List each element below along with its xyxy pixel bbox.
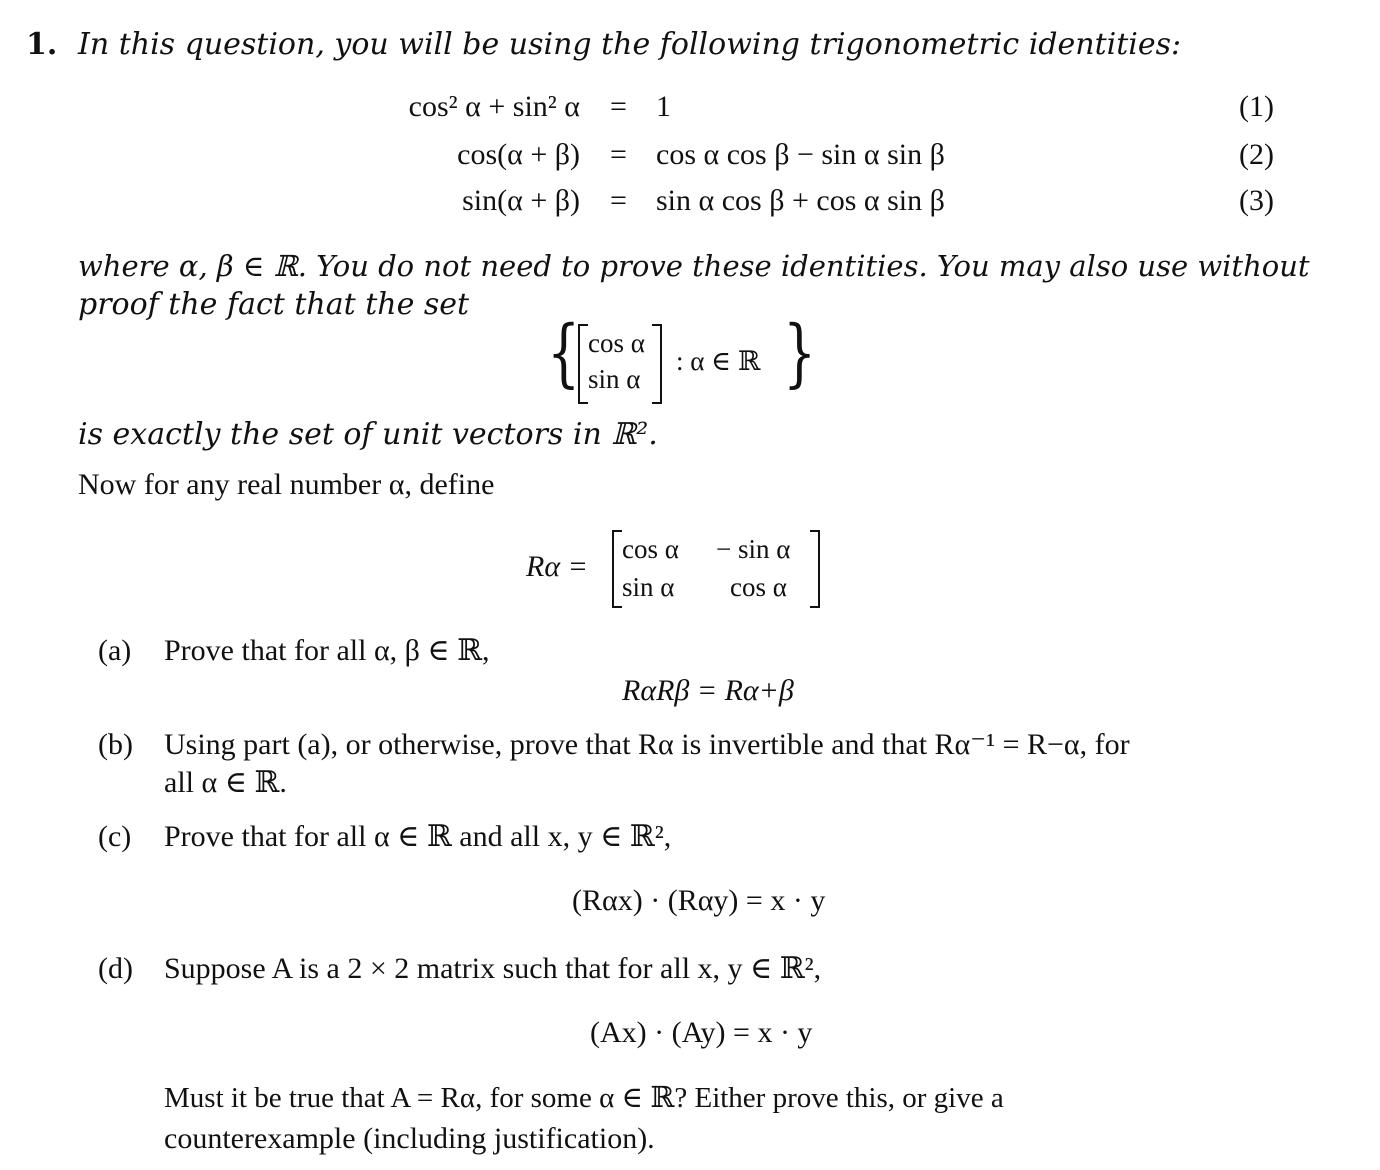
part-b-label: (b) [98, 728, 133, 761]
identity-1-tag: (1) [1239, 90, 1274, 123]
identity-3-rhs: sin α cos β + cos α sin β [656, 184, 945, 217]
identity-3-tag: (3) [1239, 184, 1274, 217]
part-d-question-line2: counterexample (including justification). [164, 1122, 655, 1155]
matrix-r1c1: cos α [622, 534, 679, 564]
set-condition: : α ∈ ℝ [676, 346, 761, 376]
where-text-line2: proof the fact that the set [78, 287, 470, 322]
right-brace: } [783, 310, 817, 396]
part-a-text: Prove that for all α, β ∈ ℝ, [164, 634, 490, 667]
set-bracket-right [652, 324, 662, 404]
part-d-label: (d) [98, 952, 133, 985]
part-d-text: Suppose A is a 2 × 2 matrix such that for all x, y ∈ ℝ², [164, 952, 822, 985]
part-c-label: (c) [98, 820, 132, 853]
where-text-line1: where α, β ∈ ℝ. You do not need to prove these identities. You may also use without [78, 249, 1310, 283]
part-d-question-line1: Must it be true that A = Rα, for some α ∈ ℝ? Either prove this, or give a [164, 1082, 1004, 1114]
question-intro: In this question, you will be using the following trigonometric identities: [78, 27, 1182, 62]
part-a-equation: RαRβ = Rα+β [622, 674, 794, 707]
identity-3-lhs: sin(α + β) [462, 184, 580, 217]
part-a-label: (a) [98, 634, 132, 667]
identity-3-eq: = [610, 184, 627, 217]
part-c-text: Prove that for all α ∈ ℝ and all x, y ∈ ℝ², [164, 820, 672, 853]
set-vector-bottom: sin α [588, 364, 641, 394]
identity-2-eq: = [610, 138, 627, 171]
set-vector-top: cos α [588, 328, 645, 358]
identity-2-tag: (2) [1239, 138, 1274, 171]
identity-2-lhs: cos(α + β) [457, 138, 580, 171]
unit-vector-text: is exactly the set of unit vectors in ℝ². [78, 417, 658, 452]
identity-1-lhs: cos² α + sin² α [408, 90, 580, 123]
matrix-bracket-right [810, 530, 820, 608]
identity-2-rhs: cos α cos β − sin α sin β [656, 138, 945, 171]
part-b-line1: Using part (a), or otherwise, prove that Rα is invertible and that Rα⁻¹ = R−α, for [164, 728, 1130, 761]
matrix-r1c2: − sin α [716, 534, 791, 564]
identity-1-eq: = [610, 90, 627, 123]
part-c-equation: (Rαx) · (Rαy) = x · y [572, 884, 826, 917]
part-d-equation: (Ax) · (Ay) = x · y [590, 1016, 813, 1049]
identity-1-rhs: 1 [656, 90, 671, 123]
matrix-r2c2: cos α [730, 572, 787, 602]
define-text: Now for any real number α, define [78, 468, 495, 501]
question-number: 1. [26, 27, 58, 62]
matrix-r2c1: sin α [622, 572, 675, 602]
part-b-line2: all α ∈ ℝ. [164, 766, 287, 799]
set-bracket-left [578, 324, 588, 404]
matrix-lhs: Rα = [526, 550, 588, 583]
left-brace: { [547, 310, 581, 396]
matrix-bracket-left [612, 530, 622, 608]
